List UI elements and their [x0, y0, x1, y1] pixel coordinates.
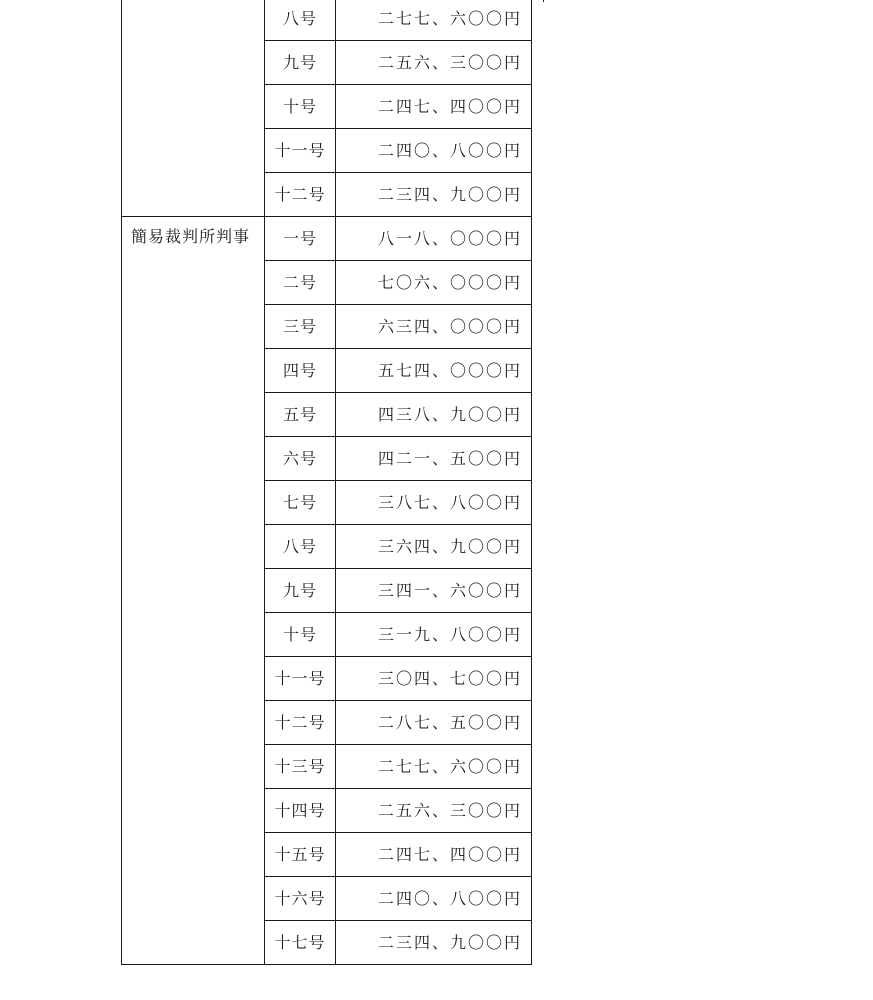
amount-cell: 二七七、六〇〇円: [336, 745, 532, 789]
grade-cell: 十四号: [265, 789, 336, 833]
amount-cell: 四三八、九〇〇円: [336, 393, 532, 437]
amount-cell: 二五六、三〇〇円: [336, 789, 532, 833]
amount-cell: 六三四、〇〇〇円: [336, 305, 532, 349]
amount-cell: 八一八、〇〇〇円: [336, 217, 532, 261]
amount-cell: 二四七、四〇〇円: [336, 833, 532, 877]
position-title-cell: 簡易裁判所判事: [122, 217, 265, 965]
amount-cell: 二四七、四〇〇円: [336, 85, 532, 129]
amount-cell: 三一九、八〇〇円: [336, 613, 532, 657]
top-edge-mark: [535, 0, 544, 2]
amount-cell: 三八七、八〇〇円: [336, 481, 532, 525]
grade-cell: 七号: [265, 481, 336, 525]
grade-cell: 五号: [265, 393, 336, 437]
amount-cell: 二三四、九〇〇円: [336, 921, 532, 965]
grade-cell: 三号: [265, 305, 336, 349]
amount-cell: 二五六、三〇〇円: [336, 41, 532, 85]
grade-cell: 四号: [265, 349, 336, 393]
grade-cell: 十五号: [265, 833, 336, 877]
amount-cell: 二三四、九〇〇円: [336, 173, 532, 217]
grade-cell: 十六号: [265, 877, 336, 921]
salary-table: [121, 0, 532, 965]
amount-cell: 二八七、五〇〇円: [336, 701, 532, 745]
grade-cell: 十一号: [265, 657, 336, 701]
grade-cell: 二号: [265, 261, 336, 305]
amount-cell: 三四一、六〇〇円: [336, 569, 532, 613]
salary-table-body: [122, 0, 532, 965]
amount-cell: 七〇六、〇〇〇円: [336, 261, 532, 305]
grade-cell: 十三号: [265, 745, 336, 789]
amount-cell: 五七四、〇〇〇円: [336, 349, 532, 393]
amount-cell: 三六四、九〇〇円: [336, 525, 532, 569]
grade-cell: 十一号: [265, 129, 336, 173]
grade-cell: 九号: [265, 569, 336, 613]
table-row: [122, 217, 532, 261]
grade-cell: 十二号: [265, 173, 336, 217]
amount-cell: 三〇四、七〇〇円: [336, 657, 532, 701]
grade-cell: 十号: [265, 85, 336, 129]
amount-cell: 二四〇、八〇〇円: [336, 877, 532, 921]
amount-cell: 二七七、六〇〇円: [336, 0, 532, 41]
grade-cell: 八号: [265, 0, 336, 41]
grade-cell: 十号: [265, 613, 336, 657]
amount-cell: 二四〇、八〇〇円: [336, 129, 532, 173]
amount-cell: 四二一、五〇〇円: [336, 437, 532, 481]
table-row: [122, 0, 532, 41]
grade-cell: 九号: [265, 41, 336, 85]
grade-cell: 十七号: [265, 921, 336, 965]
grade-cell: 八号: [265, 525, 336, 569]
grade-cell: 十二号: [265, 701, 336, 745]
grade-cell: 六号: [265, 437, 336, 481]
grade-cell: 一号: [265, 217, 336, 261]
position-title-cell: [122, 0, 265, 217]
